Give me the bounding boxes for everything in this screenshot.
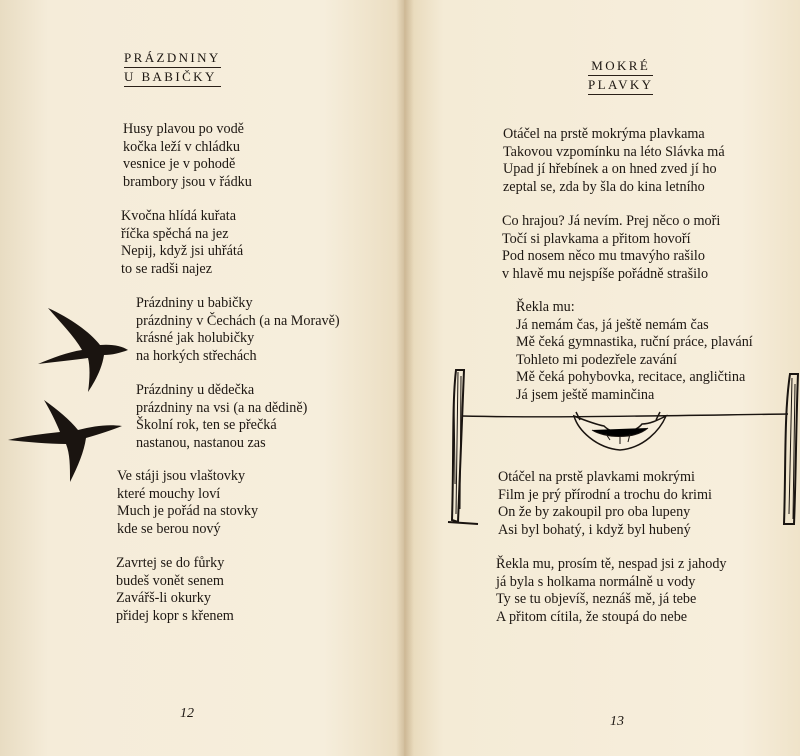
verse-line: prázdniny na vsi (a na dědině) — [136, 399, 308, 416]
left-stanza-6 — [116, 555, 234, 625]
verse-line: Kvočna hlídá kuřata — [121, 208, 237, 224]
page-number-right: 13 — [610, 714, 624, 729]
verse-line: brambory jsou v řádku — [123, 173, 252, 190]
verse-line: Takovou vzpomínku na léto Slávka má — [503, 143, 725, 160]
verse-line: On že by zakoupil pro oba lupeny — [498, 504, 691, 521]
verse-line: Zavrtej se do fůrky — [116, 555, 225, 571]
verse-line: Tohleto mi podezřele zavání — [516, 351, 677, 368]
verse-line: Asi byl bohatý, i když byl hubený — [498, 521, 691, 538]
verse-line: to se radši najez — [121, 260, 212, 277]
verse-line: zeptal se, zda by šla do kina letního — [503, 178, 705, 195]
verse-line: Much je pořád na stovky — [117, 503, 259, 520]
verse-line: krásné jak holubičky — [136, 330, 255, 347]
verse-line: Prázdniny u dědečka — [136, 382, 255, 398]
verse-line: Točí si plavkama a přitom hovoří — [502, 230, 691, 247]
verse-line: Prázdniny u babičky — [136, 295, 253, 311]
verse-line: kde se berou nový — [117, 520, 221, 537]
left-stanza-2 — [121, 208, 243, 278]
book-gutter — [396, 0, 414, 756]
verse-line: Otáčel na prstě plavkami mokrými — [498, 469, 695, 485]
left-title-line-2: U BABIČKY — [124, 69, 221, 87]
verse-line: Mě čeká pohybovka, recitace, angličtina — [516, 369, 746, 386]
verse-line: které mouchy loví — [117, 485, 221, 502]
left-page-title — [124, 50, 221, 88]
verse-line: v hlavě mu nejspíše pořádně strašilo — [502, 265, 709, 282]
right-page — [404, 0, 800, 756]
verse-line: Otáčel na prstě mokrýma plavkama — [503, 126, 705, 142]
verse-line: Já nemám čas, já ještě nemám čas — [516, 316, 709, 333]
verse-line: Řekla mu, prosím tě, nespad jsi z jahody — [496, 556, 727, 572]
verse-line: Já jsem ještě maminčina — [516, 386, 655, 403]
verse-line: budeš vonět senem — [116, 572, 224, 589]
swallow-icon — [30, 300, 135, 395]
verse-line: já byla s holkama normálně u vody — [496, 573, 696, 590]
right-stanza-2 — [502, 213, 720, 283]
verse-line: na horkých střechách — [136, 347, 257, 364]
verse-line: Mě čeká gymnastika, ruční práce, plavání — [516, 334, 753, 351]
verse-line: Ty se tu objevíš, neznáš mě, já tebe — [496, 591, 697, 608]
verse-line: A přitom cítila, že stoupá do nebe — [496, 608, 688, 625]
verse-line: Film je prý přírodní a trochu do krimi — [498, 486, 712, 503]
verse-line: Pod nosem něco mu tmavýho rašilo — [502, 248, 705, 265]
left-stanza-4 — [136, 382, 307, 452]
verse-line: Zavářš-li okurky — [116, 590, 211, 607]
verse-line: Husy plavou po vodě — [123, 121, 244, 137]
right-stanza-1 — [503, 126, 725, 196]
left-stanza-5 — [117, 468, 258, 538]
verse-line: vesnice je v pohodě — [123, 156, 236, 173]
verse-line: kočka leží v chládku — [123, 138, 240, 155]
verse-line: přidej kopr s křenem — [116, 607, 234, 624]
swallow-icon — [4, 394, 134, 486]
right-stanza-5 — [496, 556, 727, 626]
left-stanza-1 — [123, 121, 252, 191]
verse-line: Nepij, když jsi uhřátá — [121, 243, 244, 260]
page-number-left: 12 — [180, 706, 194, 721]
verse-line: Upad jí hřebínek a on hned zved jí ho — [503, 161, 717, 178]
right-page-title — [588, 58, 653, 96]
left-title-line-1: PRÁZDNINY — [124, 50, 221, 68]
verse-line: nastanou, nastanou zas — [136, 434, 266, 451]
verse-line: říčka spěchá na jez — [121, 225, 229, 242]
swimsuit-on-clothesline-icon — [444, 364, 800, 534]
verse-line: Ve stáji jsou vlaštovky — [117, 468, 246, 484]
verse-line: prázdniny v Čechách (a na Moravě) — [136, 312, 340, 329]
verse-line: Co hrajou? Já nevím. Prej něco o moři — [502, 213, 721, 229]
verse-line: Řekla mu: — [516, 299, 575, 315]
right-title-line-1: MOKRÉ — [588, 58, 653, 76]
right-title-line-2: PLAVKY — [588, 77, 653, 95]
left-stanza-3 — [136, 295, 340, 365]
verse-line: Školní rok, ten se přečká — [136, 417, 277, 434]
